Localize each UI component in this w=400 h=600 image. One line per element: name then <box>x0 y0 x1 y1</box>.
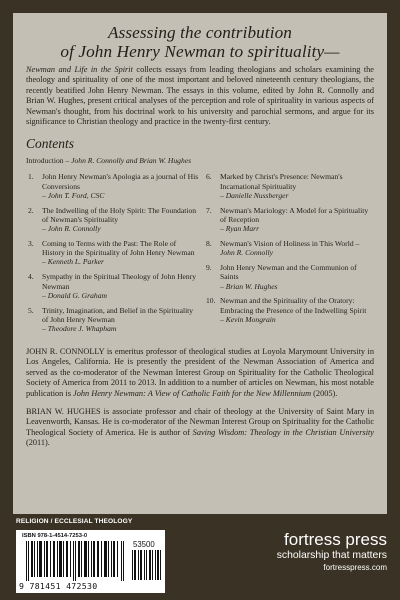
connolly-bio <box>26 347 374 399</box>
contents-heading: Contents <box>26 136 75 152</box>
item-title: Newman's Vision of Holiness in This World – <box>220 239 360 249</box>
item-number: 10. <box>206 296 216 306</box>
back-cover-panel <box>13 13 387 514</box>
ean-number: 9 781451 472530 <box>19 581 98 591</box>
item-author: – Donald G. Graham <box>42 290 107 300</box>
contents-item <box>206 296 374 324</box>
item-title: Newman and the Spirituality of the Oratory: Embracing the Presence of the Indwelling Spirit <box>220 296 367 315</box>
contents-item <box>206 263 374 291</box>
item-title: John Henry Newman's Apologia as a journal of His Conversions <box>42 172 199 191</box>
contents-item <box>28 206 200 234</box>
contents-column-right <box>200 172 374 338</box>
book-description <box>26 65 374 127</box>
price-barcode-bars <box>132 550 162 580</box>
item-title: Coming to Terms with the Past: The Role of History in the Spirituality of John Henry Newman <box>42 239 195 258</box>
bio-text: JOHN R. CONNOLLY is emeritus professor of theological studies at Loyola Marymount University in Los Angeles, California. He is presently the president of the Newman Association of America and served as the co-moderator of the Newman Interest Group on Spirituality for the Catholic Theological Society of America from 2011 to 2013. In addition to a number of articles on Newman, his most notable publication is <box>26 346 374 398</box>
item-number: 8. <box>206 239 212 249</box>
item-title: Trinity, Imagination, and Belief in the Spirituality of John Henry Newman <box>42 305 194 324</box>
headline <box>26 23 374 61</box>
item-title: The Indwelling of the Holy Spirit: The Foundation of Newman's Spirituality <box>42 205 197 224</box>
item-author: – Brian W. Hughes <box>220 281 278 291</box>
contents-item <box>28 172 200 200</box>
contents-introduction <box>26 156 374 165</box>
ean-barcode-bars <box>26 541 126 581</box>
item-author: – Kenneth L. Parker <box>42 257 105 267</box>
item-number: 4. <box>28 272 34 282</box>
item-author: – John T. Ford, CSC <box>42 190 105 200</box>
hughes-bio <box>26 407 374 449</box>
connolly-book-title: John Henry Newman: A View of Catholic Faith for the New Millennium <box>73 388 312 398</box>
item-number: 6. <box>206 172 212 182</box>
item-number: 2. <box>28 205 34 215</box>
category-label: RELIGION / ECCLESIAL THEOLOGY <box>16 518 133 525</box>
item-title: John Henry Newman and the Communion of Saints <box>220 263 357 282</box>
barcode <box>16 530 165 593</box>
publisher-tagline: scholarship that matters <box>276 550 387 561</box>
description-text: collects essays from leading theologians and scholars examining the theology and spirituality of one of the most important and beloved nineteenth century theologians, the recently beatified John Henry Newman. The essays in this volume, edited by John R. Connolly and Brian W. Hughes, present critical analyses of the perception and role of spirituality in various aspects of Newman's thought, from his doctrinal work to his university and parochial sermons, and argue for its significance to Christian theology and practice in the twenty-first century. <box>26 65 374 127</box>
item-author: – Theodore J. Whapham <box>42 324 117 334</box>
isbn-text: ISBN 978-1-4514-7253-0 <box>22 533 88 539</box>
item-author: – John R. Connolly <box>42 224 101 234</box>
bio-text: (2011). <box>26 438 50 448</box>
item-author: – Kevin Mongrain <box>220 314 276 324</box>
bio-text: (2005). <box>311 388 338 398</box>
contents-item <box>206 206 374 234</box>
introduction-label: Introduction – <box>26 156 72 166</box>
headline-line-1: Assessing the contribution <box>107 23 293 42</box>
contents-item <box>28 239 200 267</box>
item-number: 3. <box>28 239 34 249</box>
contents-column-left <box>26 172 200 338</box>
item-author: John R. Connolly <box>220 248 273 258</box>
contents-item <box>206 172 374 200</box>
contents-item <box>28 272 200 300</box>
item-number: 9. <box>206 263 212 273</box>
item-title: Newman's Mariology: A Model for a Spirituality of Reception <box>220 205 369 224</box>
cover-footer <box>13 514 387 600</box>
contents-list <box>26 172 374 338</box>
item-number: 5. <box>28 305 34 315</box>
publisher-name: fortress press <box>284 530 387 549</box>
item-number: 1. <box>28 172 34 182</box>
publisher-block <box>277 530 387 573</box>
contents-item <box>28 306 200 334</box>
publisher-url: fortresspress.com <box>323 563 387 572</box>
hughes-book-title: Saving Wisdom: Theology in the Christian University <box>192 427 374 437</box>
item-title: Sympathy in the Spiritual Theology of John Henry Newman <box>42 272 197 291</box>
item-number: 7. <box>206 205 212 215</box>
item-author: – Danielle Nussberger <box>220 190 289 200</box>
contents-item <box>206 239 374 257</box>
introduction-authors: John R. Connolly and Brian W. Hughes <box>71 156 192 166</box>
headline-line-2: of John Henry Newman to spirituality— <box>60 42 340 61</box>
price-code: 53500 <box>133 540 155 549</box>
book-title: Newman and Life in the Spirit <box>26 65 133 74</box>
item-title: Marked by Christ's Presence: Newman's Incarnational Spirituality <box>220 172 343 191</box>
bio-text: BRIAN W. HUGHES is associate professor and chair of theology at the University of Saint Mary in Leavenworth, Kansas. He is co-moderator of the Newman Interest Group on Spirituality for the Catholic Theological Society of America. He is author of <box>26 406 374 437</box>
item-author: – Ryan Marr <box>220 224 260 234</box>
